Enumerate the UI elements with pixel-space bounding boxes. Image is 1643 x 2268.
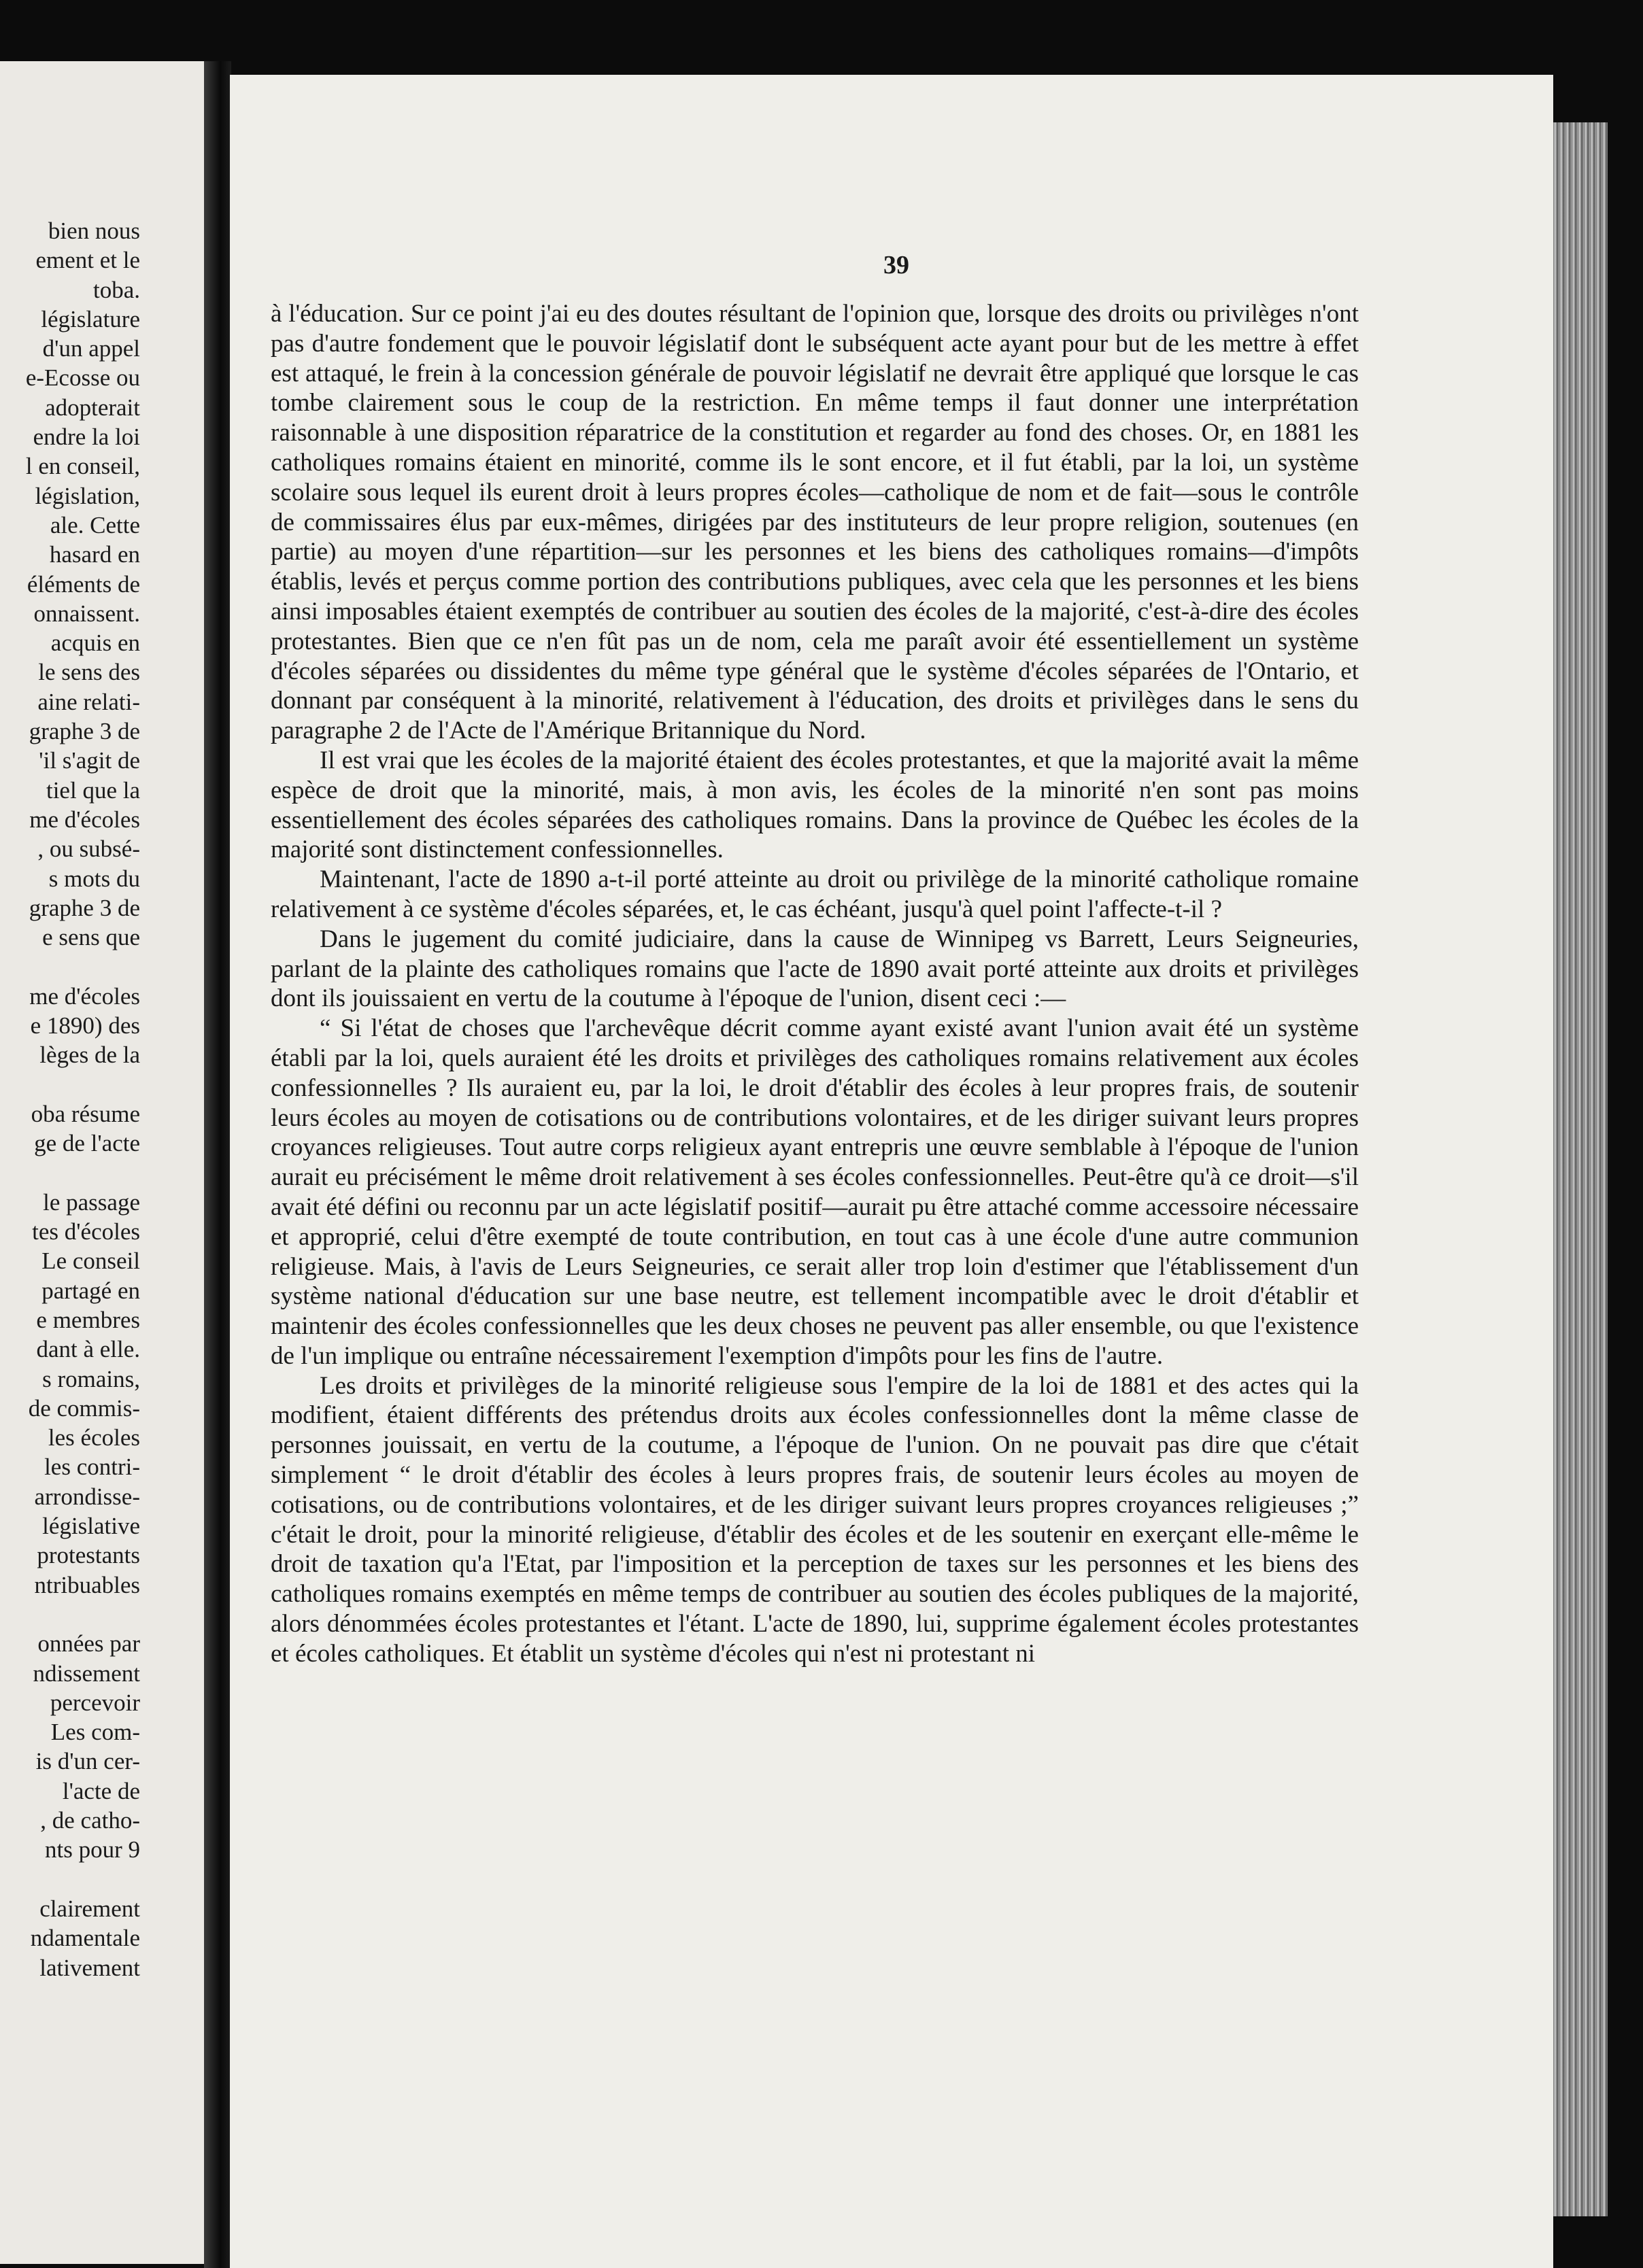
page-body-text [271,299,1359,1669]
left-page-line: acquis en [50,630,140,657]
body-paragraph: Les droits et privilèges de la minorité religieuse sous l'empire de la loi de 1881 et des actes qui la modifient, étaient différents des prétendus droits aux écoles confessionnelles dont la même classe de personnes jouissait, en vertu de la coutume, a l'époque de l'union. On ne pouvait pas dire que c'était simplement “ le droit d'établir des écoles à leurs propres frais, de soutenir leurs écoles au moyen de cotisations, ou de contributions volontaires, et de les diriger suivant leurs propres croyances religieuses ;” c'était le droit, pour la minorité religieuse, d'établir des écoles et de les soutenir en exerçant elle-même le droit de taxation qu'a l'Etat, par l'imposition et la perception de taxes sur les personnes et les biens des catholiques romains exemptés en même temps de contribuer au soutien des écoles publiques de la majorité, alors dénommées écoles protestantes et l'étant. L'acte de 1890, lui, supprime également écoles protestantes et écoles catholiques. Et établit un système d'écoles qui n'est ni protestant ni [271,1371,1359,1668]
left-page-line: ndamentale [30,1925,140,1952]
body-paragraph: Il est vrai que les écoles de la majorité étaient des écoles protestantes, et que la majorité avait la même espèce de droit que la minorité, mais, à mon avis, les écoles de la minorité n'en sont pas moins essentiellement des écoles séparées des catholiques romains. Dans la province de Québec les écoles de la majorité sont distinctement confessionnelles. [271,746,1359,864]
left-page-line: aine relati- [37,688,140,715]
left-page-line: législature [41,305,140,332]
left-page-line: me d'écoles [29,982,140,1010]
left-page-line: hasard en [49,541,140,568]
left-page-line: e sens que [42,924,140,951]
left-page-line: e membres [36,1306,140,1333]
left-page-line [0,1600,204,1629]
left-page-line: l en conseil, [25,453,140,480]
body-paragraph: “ Si l'état de choses que l'archevêque décrit comme ayant existé avant l'union avait été un système établi par la loi, quels auraient été les droits et privilèges des catholiques romains relativement aux écoles confessionnelles ? Ils auraient eu, par la loi, le droit d'établir des écoles à leur propres frais, de soutenir leurs écoles au moyen de cotisations ou de contributions volontaires, et de les diriger suivant leurs propres croyances religieuses. Tout autre corps religieux ayant entrepris une œuvre semblable à l'époque de l'union aurait eu précisément le même droit relativement à ses écoles confessionnelles. Peut-être qu'à ce droit—s'il avait été défini ou reconnu par un acte législatif positif—aurait pu être attaché comme accessoire nécessaire et approprié, celui d'être exempté de toute contribution, en tout cas à une école d'une autre communion religieuse. Mais, à l'avis de Leurs Seigneuries, ce serait aller trop loin d'estimer que l'établissement d'un système national d'éducation sur une base neutre, est tellement incompatible avec le droit d'établir et maintenir des écoles confessionnelles que les deux choses ne peuvent pas aller ensemble, ou que l'existence de l'un implique ou entraîne nécessairement l'exemption d'impôts pour les fins de l'autre. [271,1014,1359,1370]
left-page-line: s mots du [48,865,140,892]
left-page-line: clairement [39,1895,140,1922]
left-page-line: ale. Cette [50,511,140,538]
left-page-line: législation, [35,482,140,509]
page-number: 39 [883,251,909,279]
left-page-line: me d'écoles [29,806,140,833]
left-page-line: lèges de la [39,1042,140,1069]
left-page-fragment [0,61,204,2264]
body-paragraph: Dans le jugement du comité judiciaire, dans la cause de Winnipeg vs Barrett, Leurs Seigneuries, parlant de la plainte des catholiques romains que l'acte de 1890 avait porté atteinte aux droits et privilèges dont ils jouissaient en vertu de la coutume à l'époque de l'union, disent ceci :— [271,925,1359,1013]
left-page-line: onnaissent. [33,600,140,627]
left-page-line: graphe 3 de [29,718,140,745]
left-page-line: les écoles [48,1424,140,1451]
left-page-line: législative [42,1513,140,1540]
left-page-line: , de catho- [40,1807,140,1834]
left-page-line: e 1890) des [30,1012,140,1040]
left-page-line [0,952,204,981]
book-spine [204,61,231,2268]
left-page-line: endre la loi [33,424,140,451]
left-page-line: ndissement [33,1660,140,1687]
left-page-line: ement et le [35,247,140,274]
left-page-line: de commis- [28,1394,140,1422]
left-page-line: le passage [43,1188,140,1216]
page-edges [1553,122,1608,2216]
left-page-line: toba. [92,276,140,303]
left-page-line: lativement [39,1954,140,1981]
left-page-line: nts pour 9 [45,1836,140,1863]
left-page-line: , ou subsé- [37,836,140,863]
left-page-line: le sens des [38,659,140,686]
left-page-line: d'un appel [42,335,140,362]
body-paragraph: à l'éducation. Sur ce point j'ai eu des doutes résultant de l'opinion que, lorsque des droits ou privilèges n'ont pas d'autre fondement que le pouvoir législatif dont le subséquent acte ayant pour but de les mettre à effet est attaqué, le frein à la concession générale de pouvoir législatif ne devrait être appliqué que lorsque le cas tombe clairement sous le coup de la restriction. En même temps il faut donner une interprétation raisonnable à une disposition réparatrice de la constitution et regarder au fond des choses. Or, en 1881 les catholiques romains étaient en minorité, comme ils le sont encore, et il fut établi, par la loi, un système scolaire sous lequel ils eurent droit à leurs propres écoles—catholique de nom et de fait—sous le contrôle de commissaires élus par eux-mêmes, dirigées par des instituteurs de leur propre religion, soutenues (en partie) au moyen d'une répartition—sur les personnes et les biens des catholiques romains—d'impôts établis, levés et perçus comme portion des contributions publiques, avec cela que les personnes et les biens ainsi imposables étaient exemptés de contribuer au soutien des écoles de la majorité, c'est-à-dire des écoles protestantes. Bien que ce n'en fût pas un de nom, cela me paraît avoir été essentiellement un système d'écoles séparées ou dissidentes du même type général que le système d'écoles séparées de l'Ontario, et donnant par conséquent à la minorité, relativement à l'éducation, des droits et privilèges dans le sens du paragraphe 2 de l'Acte de l'Amérique Britannique du Nord. [271,300,1359,745]
left-page-line: éléments de [27,570,140,598]
body-paragraph: Maintenant, l'acte de 1890 a-t-il porté atteinte au droit ou privilège de la minorité catholique romaine relativement à ce système d'écoles séparées, et, le cas échéant, jusqu'à quel point l'affecte-t-il ? [271,865,1359,923]
left-page-line: Les com- [50,1719,140,1746]
left-page-line [0,1070,204,1099]
left-page-line: tes d'écoles [32,1218,140,1245]
left-page-line: tiel que la [46,776,140,804]
left-page-line: protestants [37,1542,140,1569]
left-page-line: les contri- [44,1454,140,1481]
left-page-line: ge de l'acte [34,1130,140,1157]
left-page-line: bien nous [48,218,140,244]
left-page-line: arrondisse- [34,1483,140,1510]
left-page-line [0,1158,204,1188]
left-page-line: ntribuables [34,1571,140,1598]
main-page [230,75,1553,2268]
left-page-line: l'acte de [62,1777,140,1804]
left-page-line: partagé en [41,1277,140,1304]
left-page-line: is d'un cer- [35,1748,140,1775]
left-page-text [0,216,204,1982]
left-page-line: onnées par [37,1630,140,1657]
left-page-line: oba résume [31,1100,140,1127]
left-page-line: e-Ecosse ou [25,364,140,392]
left-page-line [0,1865,204,1894]
left-page-line: s romains, [42,1365,140,1392]
left-page-line: 'il s'agit de [39,747,140,774]
left-page-line: graphe 3 de [29,894,140,921]
left-page-line: percevoir [50,1689,140,1716]
left-page-line: dant à elle. [36,1336,140,1363]
left-page-line: Le conseil [41,1248,140,1275]
left-page-line: adopterait [45,394,140,421]
